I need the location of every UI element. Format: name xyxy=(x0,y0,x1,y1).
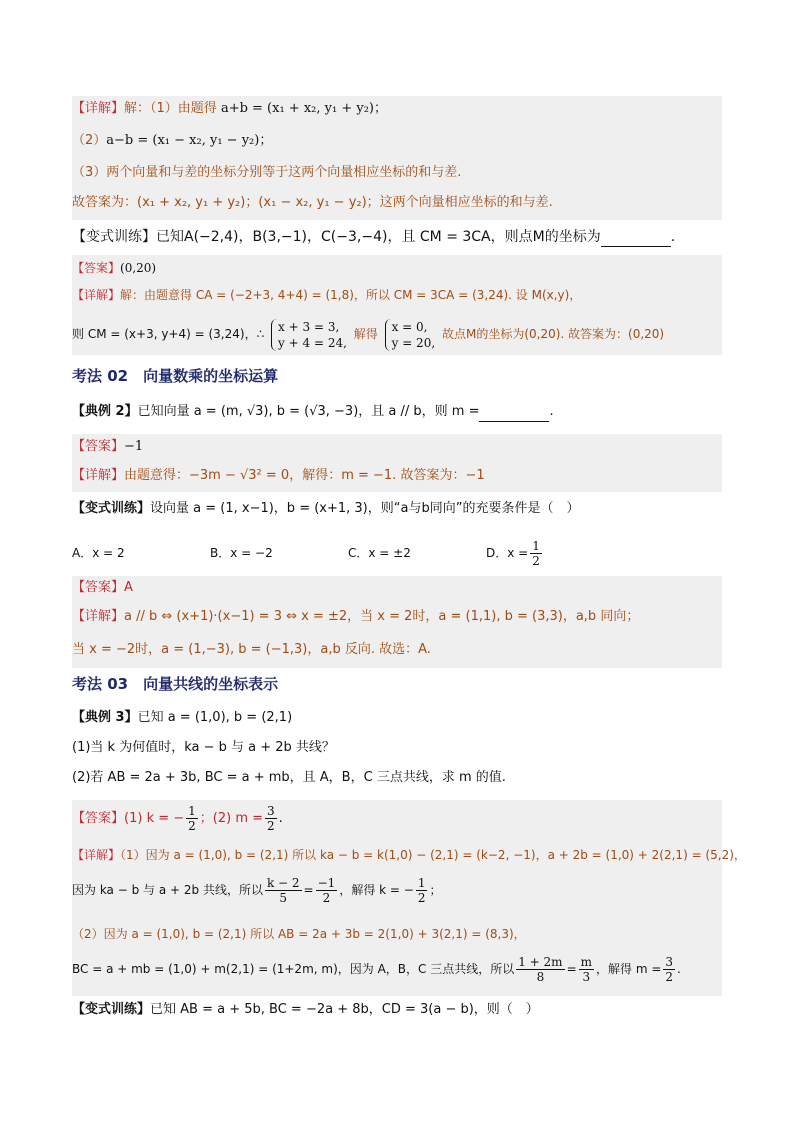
fraction xyxy=(186,804,198,833)
example-tag: 【典例 2】 xyxy=(72,404,138,419)
detail-tag: 【详解】 xyxy=(72,468,125,483)
answer-2-detail xyxy=(72,466,722,486)
section-heading-2: 考法 02 向量数乘的坐标运算 xyxy=(72,367,279,385)
equation-system-2 xyxy=(385,319,436,351)
example-end: . xyxy=(549,404,554,419)
answer-4-line xyxy=(72,804,722,834)
answer-4-detail-2 xyxy=(72,874,722,906)
answer-value: A xyxy=(124,580,133,595)
section-heading-3: 考法 03 向量共线的坐标表示 xyxy=(72,675,279,693)
train-text: 已知 AB = a + 5b, BC = −2a + 8b，CD = 3(a − b)，则（ ） xyxy=(150,1002,539,1017)
answer-tag: 【答案】 xyxy=(72,261,121,275)
detail-tag: 【详解】 xyxy=(72,288,121,302)
denominator: 8 xyxy=(536,970,545,984)
denominator: 2 xyxy=(417,891,426,905)
example-3-q1: (1)当 k 为何值时，ka − b 与 a + 2b 共线？ xyxy=(72,740,335,755)
answer-value: −1 xyxy=(124,439,144,454)
detail-text: 故点M的坐标为(0,20). 故答案为：(0,20) xyxy=(441,327,665,341)
answer-3-detail-2 xyxy=(72,640,722,660)
detail-text: 解得 xyxy=(353,327,378,341)
denominator: 2 xyxy=(188,819,196,833)
detail-tag: 【详解】 xyxy=(72,101,125,116)
detail-end: . xyxy=(677,962,681,976)
example-text: 已知 a = (1,0), b = (2,1) xyxy=(137,710,293,725)
detail-line-1 xyxy=(72,99,722,119)
fraction xyxy=(316,876,338,905)
answer-part-2: ；(2) m = xyxy=(199,811,264,826)
option-c[interactable]: C．x = ±2 xyxy=(348,546,411,560)
option-b[interactable]: B．x = −2 xyxy=(210,546,273,560)
denominator: 2 xyxy=(267,819,275,833)
example-2-line xyxy=(72,402,722,422)
detail-text: （2）因为 a = (1,0), b = (2,1) 所以 AB = 2a + 3b = 2(1,0) + 3(2,1) = (8,3)， xyxy=(72,927,526,941)
train-text: 已知A(−2,4)，B(3,−1)，C(−3,−4)，且 CM = 3CA，则点M的坐标为 xyxy=(156,229,601,245)
system-row: x = 0, xyxy=(391,319,428,334)
example-text: 已知向量 a = (m, √3), b = (√3, −3)，且 a // b，则 m = xyxy=(137,404,480,419)
numerator: 3 xyxy=(267,804,275,818)
detail-text: 则 CM = (x+3, y+4) = (3,24)，∴ xyxy=(72,327,265,341)
answer-value: (0,20) xyxy=(120,261,157,275)
answer-4-detail-1 xyxy=(72,845,746,865)
numerator: −1 xyxy=(317,876,336,890)
detail-line-3 xyxy=(72,163,722,183)
numerator: m xyxy=(580,955,593,969)
detail-text: ，解得 k = − xyxy=(339,883,414,897)
detail-tag: 【详解】 xyxy=(72,609,125,624)
equation-system-1 xyxy=(271,319,347,351)
detail-text: BC = a + mb = (1,0) + m(2,1) = (1+2m, m)，因为 A，B，C 三点共线，所以 xyxy=(72,962,515,976)
detail-line-2 xyxy=(72,131,722,151)
train-2-line xyxy=(72,499,722,519)
train-tag: 【变式训练】 xyxy=(72,229,156,245)
denominator: 2 xyxy=(665,970,674,984)
example-3-line xyxy=(72,708,722,728)
fraction xyxy=(265,804,277,833)
detail-end: ； xyxy=(429,883,442,897)
system-row: y + 4 = 24, xyxy=(278,335,347,350)
option-d-label: D．x = xyxy=(486,546,529,560)
answer-blank xyxy=(601,232,671,247)
numerator: 1 + 2m xyxy=(518,955,563,969)
fraction xyxy=(663,955,675,984)
denominator: 2 xyxy=(532,554,540,568)
answer-tag: 【答案】 xyxy=(72,580,125,595)
numerator: 1 xyxy=(532,539,540,553)
detail-tag: 【详解】 xyxy=(72,848,121,862)
train-text: 设向量 a = (1, x−1)，b = (x+1, 3)，则“a与b同向”的充要条件是（ ） xyxy=(150,501,580,516)
numerator: k − 2 xyxy=(266,876,300,890)
answer-tag: 【答案】 xyxy=(72,439,125,454)
train-tag: 【变式训练】 xyxy=(72,501,151,516)
equals: = xyxy=(566,962,577,976)
detail-text: （1）因为 a = (1,0), b = (2,1) 所以 ka − b = k(1,0) − (2,1) = (k−2, −1)，a + 2b = (1,0) + 2(2,1) = (5,2)， xyxy=(120,848,746,862)
detail-text: 故答案为：(x₁ + x₂, y₁ + y₂)；(x₁ − x₂, y₁ − y₂)；这两个向量相应坐标的和与差. xyxy=(72,195,553,210)
detail-math: a−b = (x₁ − x₂, y₁ − y₂)； xyxy=(106,133,273,148)
train-end: . xyxy=(670,229,676,245)
answer-end: . xyxy=(278,811,283,826)
detail-text: 解：（1）由题得 xyxy=(124,101,217,116)
detail-math: a+b = (x₁ + x₂, y₁ + y₂)； xyxy=(220,101,387,116)
answer-line-1 xyxy=(72,258,722,278)
option-d[interactable] xyxy=(486,539,544,568)
fraction xyxy=(579,955,594,984)
denominator: 5 xyxy=(279,891,288,905)
detail-text: a // b ⇔ (x+1)·(x−1) = 3 ⇔ x = ±2，当 x = 2时，a = (1,1), b = (3,3)，a,b 同向； xyxy=(124,609,640,624)
answer-2-line xyxy=(72,437,722,457)
detail-text: 当 x = −2时，a = (1,−3), b = (−1,3)，a,b 反向. 故选：A. xyxy=(72,642,431,657)
detail-line-4 xyxy=(72,193,722,213)
answer-3-line xyxy=(72,578,722,598)
detail-text: （3）两个向量和与差的坐标分别等于这两个向量相应坐标的和与差. xyxy=(72,165,462,180)
detail-text: （2） xyxy=(72,133,107,148)
answer-4-detail-4 xyxy=(72,952,722,986)
system-row: y = 20, xyxy=(391,335,436,350)
train-3-line xyxy=(72,1000,722,1020)
answer-tag: 【答案】 xyxy=(72,811,125,826)
denominator: 3 xyxy=(582,970,591,984)
answer-4-detail-3 xyxy=(72,924,722,944)
detail-text: 解：由题意得 CA = (−2+3, 4+4) = (1,8)，所以 CM = 3CA = (3,24). 设 M(x,y)， xyxy=(120,288,582,302)
option-a[interactable]: A．x = 2 xyxy=(72,546,125,560)
answer-detail-line-2 xyxy=(72,316,722,352)
denominator: 2 xyxy=(322,891,331,905)
fraction xyxy=(530,539,542,568)
fraction xyxy=(416,876,428,905)
system-row: x + 3 = 3, xyxy=(278,319,340,334)
equals: = xyxy=(303,883,314,897)
example-3-q2: (2)若 AB = 2a + 3b, BC = a + mb，且 A，B，C 三点共线，求 m 的值. xyxy=(72,770,506,785)
fraction xyxy=(516,955,564,984)
fraction xyxy=(265,876,302,905)
numerator: 1 xyxy=(188,804,196,818)
answer-part-1: (1) k = − xyxy=(124,811,185,826)
answer-blank xyxy=(479,407,549,422)
train-tag: 【变式训练】 xyxy=(72,1002,151,1017)
train-line-1 xyxy=(72,227,722,247)
answer-detail-line-1 xyxy=(72,285,722,305)
numerator: 3 xyxy=(665,955,674,969)
example-tag: 【典例 3】 xyxy=(72,710,138,725)
train-2-options xyxy=(72,538,722,568)
answer-3-detail-1 xyxy=(72,607,722,627)
detail-text: 由题意得：−3m − √3² = 0，解得：m = −1. 故答案为：−1 xyxy=(124,468,485,483)
numerator: 1 xyxy=(417,876,426,890)
detail-text: ，解得 m = xyxy=(596,962,662,976)
detail-text: 因为 ka − b 与 a + 2b 共线，所以 xyxy=(72,883,263,897)
